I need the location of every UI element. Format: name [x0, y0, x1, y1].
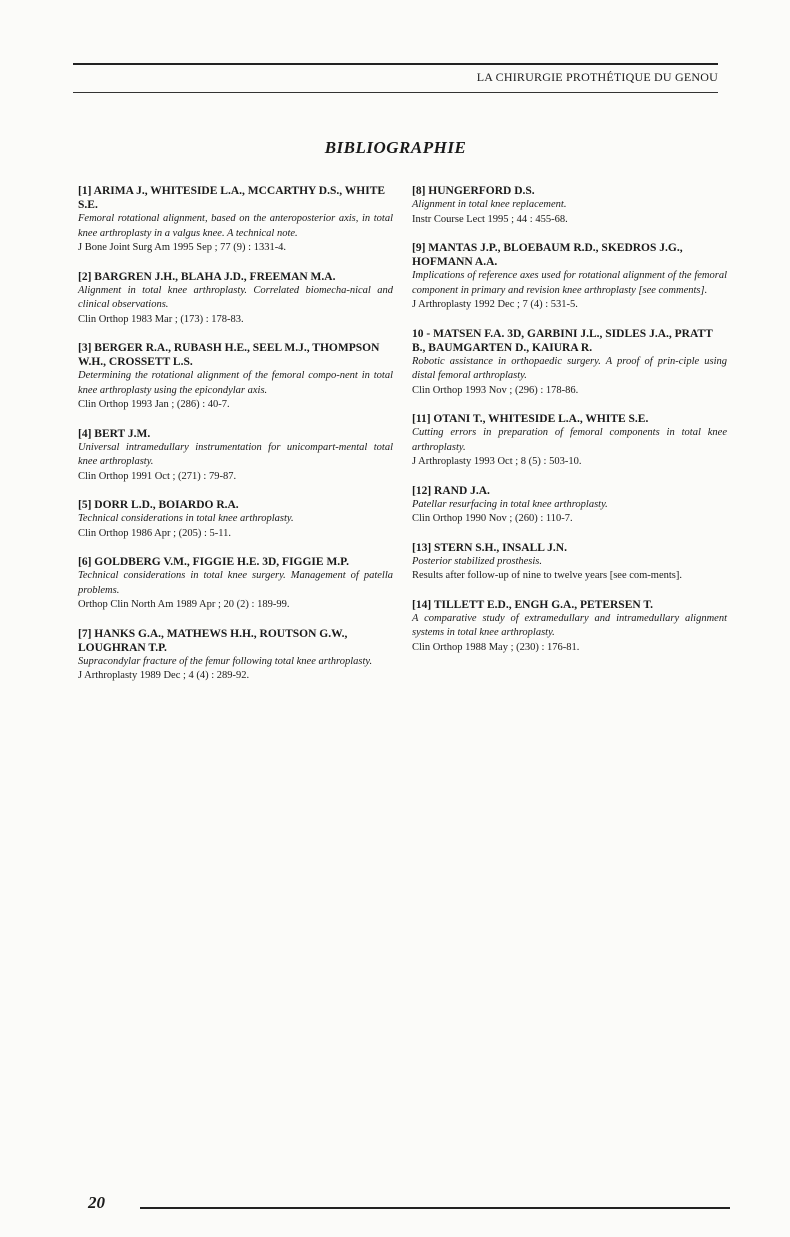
header-bottom-rule	[73, 92, 718, 93]
reference-title: Determining the rotational alignment of the femoral compo-nent in total knee arthroplasty using the epicondylar axis.	[78, 370, 393, 396]
reference-authors: [8] HUNGERFORD D.S.	[412, 185, 535, 197]
reference-title: Cutting errors in preparation of femoral components in total knee arthroplasty.	[412, 427, 727, 453]
reference-title: Technical considerations in total knee surgery. Management of patella problems.	[78, 570, 393, 596]
reference-authors: 10 - MATSEN F.A. 3D, GARBINI J.L., SIDLES J.A., PRATT B., BAUMGARTEN D., KAIURA R.	[412, 327, 713, 354]
reference-item	[78, 498, 393, 541]
reference-authors: [9] MANTAS J.P., BLOEBAUM R.D., SKEDROS J.G., HOFMANN A.A.	[412, 242, 683, 268]
reference-authors: [6] GOLDBERG V.M., FIGGIE H.E. 3D, FIGGIE M.P.	[78, 556, 350, 568]
reference-source: Clin Orthop 1991 Oct ; (271) : 79-87.	[78, 470, 237, 482]
reference-item	[412, 541, 727, 584]
reference-authors: [13] STERN S.H., INSALL J.N.	[412, 541, 567, 554]
reference-title: Patellar resurfacing in total knee arthroplasty.	[412, 498, 608, 510]
reference-source: Orthop Clin North Am 1989 Apr ; 20 (2) : 189-99.	[78, 599, 290, 610]
bibliography-column-left	[78, 184, 393, 698]
reference-source: Clin Orthop 1986 Apr ; (205) : 5-11.	[78, 527, 232, 539]
reference-title: Alignment in total knee arthroplasty. Correlated biomecha-nical and clinical observations.	[78, 284, 393, 310]
reference-title: Posterior stabilized prosthesis.	[412, 555, 542, 567]
reference-item	[412, 412, 727, 470]
reference-item	[412, 484, 727, 527]
reference-item	[78, 270, 393, 328]
reference-title: Supracondylar fracture of the femur following total knee arthroplasty.	[78, 655, 373, 667]
reference-item	[412, 598, 727, 656]
reference-title: Implications of reference axes used for rotational alignment of the femoral component in primary and revision knee arthroplasty [see comments].	[412, 270, 727, 296]
reference-authors: [4] BERT J.M.	[78, 427, 151, 440]
reference-title: Femoral rotational alignment, based on the anteroposterior axis, in total knee arthroplasty in a valgus knee. A technical note.	[78, 213, 393, 239]
reference-authors: [5] DORR L.D., BOIARDO R.A.	[78, 499, 239, 511]
reference-source: J Arthroplasty 1989 Dec ; 4 (4) : 289-92.	[78, 670, 250, 681]
reference-title: A comparative study of extramedullary and intramedullary alignment systems in total knee arthroplasty.	[412, 612, 727, 638]
reference-item	[412, 327, 727, 399]
reference-source: Clin Orthop 1993 Nov ; (296) : 178-86.	[412, 384, 579, 396]
reference-source: Clin Orthop 1993 Jan ; (286) : 40-7.	[78, 399, 230, 410]
reference-source: J Arthroplasty 1992 Dec ; 7 (4) : 531-5.	[412, 299, 578, 310]
reference-title: Robotic assistance in orthopaedic surgery. A proof of prin-ciple using distal femoral arthroplasty.	[412, 355, 727, 381]
reference-item	[78, 427, 393, 485]
reference-authors: [11] OTANI T., WHITESIDE L.A., WHITE S.E.	[412, 413, 649, 425]
reference-authors: [12] RAND J.A.	[412, 484, 490, 497]
reference-title: Alignment in total knee replacement.	[412, 199, 567, 210]
reference-source: Clin Orthop 1988 May ; (230) : 176-81.	[412, 641, 580, 653]
reference-item	[78, 184, 393, 256]
reference-source: J Arthroplasty 1993 Oct ; 8 (5) : 503-10.	[412, 456, 582, 467]
reference-item	[412, 184, 727, 227]
reference-item	[78, 341, 393, 413]
footer-rule	[140, 1207, 730, 1209]
reference-source: Instr Course Lect 1995 ; 44 : 455-68.	[412, 213, 568, 225]
reference-authors: [3] BERGER R.A., RUBASH H.E., SEEL M.J., THOMPSON W.H., CROSSETT L.S.	[78, 342, 380, 368]
running-header: LA CHIRURGIE PROTHÉTIQUE DU GENOU	[476, 70, 718, 84]
page-number: 20	[88, 1193, 105, 1212]
reference-item	[78, 627, 393, 684]
reference-source: Clin Orthop 1990 Nov ; (260) : 110-7.	[412, 513, 573, 524]
reference-authors: [1] ARIMA J., WHITESIDE L.A., MCCARTHY D.S., WHITE S.E.	[78, 185, 386, 211]
reference-authors: [2] BARGREN J.H., BLAHA J.D., FREEMAN M.A.	[78, 270, 336, 283]
reference-authors: [7] HANKS G.A., MATHEWS H.H., ROUTSON G.W., LOUGHRAN T.P.	[78, 627, 348, 654]
bibliography-column-right	[412, 184, 727, 669]
page-title: BIBLIOGRAPHIE	[324, 138, 467, 157]
reference-source: Results after follow-up of nine to twelve years [see com-ments].	[412, 570, 683, 581]
reference-authors: [14] TILLETT E.D., ENGH G.A., PETERSEN T.	[412, 598, 654, 611]
reference-source: J Bone Joint Surg Am 1995 Sep ; 77 (9) : 1331-4.	[78, 242, 287, 253]
reference-title: Technical considerations in total knee arthroplasty.	[78, 513, 294, 524]
reference-item	[412, 241, 727, 313]
reference-item	[78, 555, 393, 613]
reference-source: Clin Orthop 1983 Mar ; (173) : 178-83.	[78, 313, 244, 325]
reference-title: Universal intramedullary instrumentation for unicompart-mental total knee arthroplasty.	[78, 441, 393, 467]
